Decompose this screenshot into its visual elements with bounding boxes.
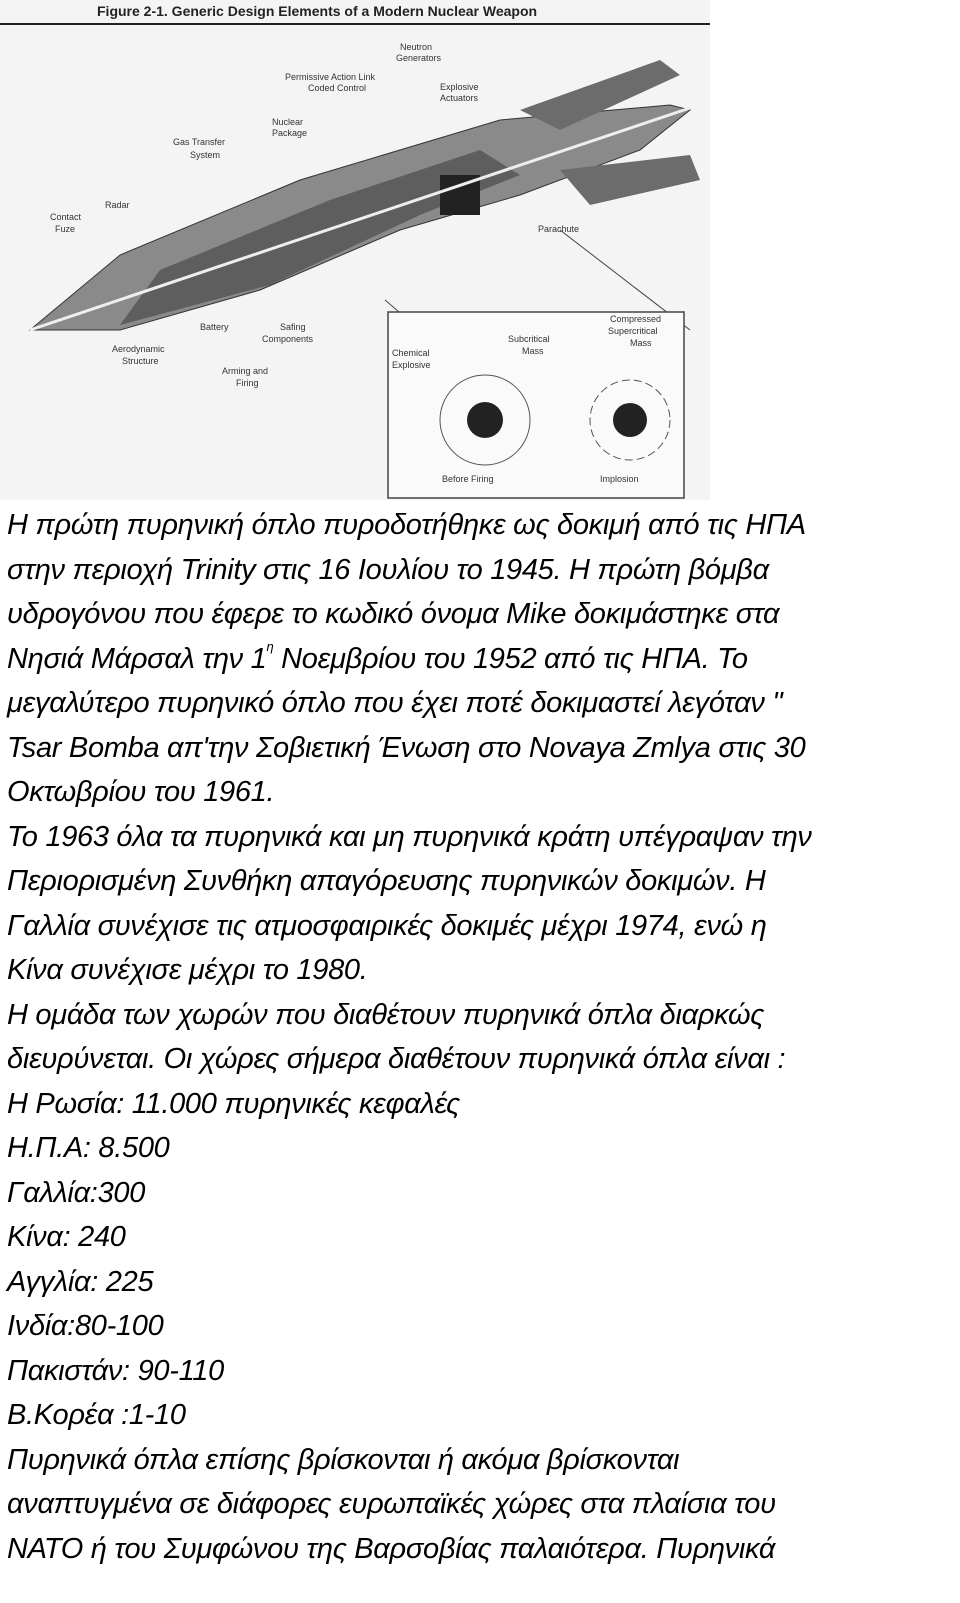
subcritical-mass [467, 402, 503, 438]
svg-text:Contact: Contact [50, 212, 82, 222]
text-segment: Νησιά Μάρσαλ την 1 [7, 642, 267, 675]
svg-text:Chemical: Chemical [392, 348, 430, 358]
svg-text:Subcritical: Subcritical [508, 334, 550, 344]
svg-text:Coded Control: Coded Control [308, 83, 367, 93]
text-segment: Νοεμβρίου του 1952 από τις ΗΠΑ. Το [273, 642, 748, 675]
text-line: Η ομάδα των χωρών που διαθέτουν πυρηνικά όπλα διαρκώς [7, 998, 765, 1031]
svg-text:Safing: Safing [280, 322, 306, 332]
svg-text:Firing: Firing [236, 378, 259, 388]
country-warheads: Β.Κορέα :1-10 [7, 1399, 186, 1431]
country-warheads: Πακιστάν: 90-110 [7, 1354, 224, 1387]
text-line: υδρογόνου που έφερε το κωδικό όνομα Mike δοκιμάστηκε στα [7, 598, 780, 630]
svg-text:Explosive: Explosive [440, 82, 479, 92]
text-line: στην περιοχή Trinity στις 16 Ιουλίου το 1945. Η πρώτη βόμβα [7, 553, 769, 586]
svg-text:Nuclear: Nuclear [272, 117, 304, 127]
text-line: Γαλλία συνέχισε τις ατμοσφαιρικές δοκιμές μέχρι 1974, ενώ η [7, 909, 767, 942]
svg-text:Battery: Battery [200, 322, 229, 332]
svg-text:Before Firing: Before Firing [442, 474, 494, 484]
country-warheads: Κίνα: 240 [7, 1221, 126, 1253]
supercritical-mass [613, 403, 647, 437]
country-warheads: Η Ρωσία: 11.000 πυρηνικές κεφαλές [7, 1087, 460, 1120]
svg-text:Fuze: Fuze [55, 224, 76, 234]
text-line: διευρύνεται. Οι χώρες σήμερα διαθέτουν πυρηνικά όπλα είναι : [7, 1043, 786, 1075]
svg-text:Actuators: Actuators [440, 93, 479, 103]
svg-text:Mass: Mass [522, 346, 544, 356]
country-warheads: Η.Π.Α: 8.500 [7, 1132, 170, 1164]
casing-highlight [30, 108, 690, 330]
svg-text:Explosive: Explosive [392, 360, 431, 370]
svg-text:Radar: Radar [105, 200, 130, 210]
svg-text:Gas Transfer: Gas Transfer [173, 137, 226, 147]
svg-text:Permissive Action Link: Permissive Action Link [285, 72, 376, 82]
country-warheads: Ινδία:80-100 [7, 1310, 164, 1342]
svg-text:Compressed: Compressed [610, 314, 662, 324]
figure-title: Figure 2-1. Generic Design Elements of a Modern Nuclear Weapon [97, 3, 538, 19]
superscript: η [266, 638, 274, 654]
svg-text:Arming and: Arming and [222, 366, 269, 376]
svg-text:Implosion: Implosion [600, 474, 639, 484]
svg-text:Aerodynamic: Aerodynamic [112, 344, 165, 354]
text-line [7, 637, 957, 682]
text-line: Πυρηνικά όπλα επίσης βρίσκονται ή ακόμα βρίσκονται [7, 1443, 680, 1476]
svg-text:Neutron: Neutron [400, 42, 433, 52]
svg-text:Components: Components [262, 334, 314, 344]
nuclear-weapon-diagram [0, 0, 710, 500]
body-text [7, 503, 957, 1571]
text-line: αναπτυγμένα σε διάφορες ευρωπαϊκές χώρες στα πλαίσια του [7, 1488, 776, 1520]
text-line: Το 1963 όλα τα πυρηνικά και μη πυρηνικά κράτη υπέγραψαν την [7, 820, 812, 853]
text-line: Tsar Bomba απ'την Σοβιετική Ένωση στο Novaya Zmlya στις 30 [7, 731, 806, 764]
text-line: μεγαλύτερο πυρηνικό όπλο που έχει ποτέ δοκιμαστεί λεγόταν " [7, 687, 783, 719]
svg-text:Supercritical: Supercritical [608, 326, 658, 336]
svg-text:Mass: Mass [630, 338, 652, 348]
svg-text:Generators: Generators [396, 53, 442, 63]
svg-text:Package: Package [272, 128, 308, 138]
country-warheads: Αγγλία: 225 [7, 1265, 154, 1298]
text-line: Κίνα συνέχισε μέχρι το 1980. [7, 954, 368, 986]
text-line: Η πρώτη πυρηνική όπλο πυροδοτήθηκε ως δοκιμή από τις ΗΠΑ [7, 509, 806, 541]
svg-text:Parachute: Parachute [538, 224, 580, 234]
svg-text:System: System [190, 150, 221, 160]
svg-text:Structure: Structure [122, 356, 159, 366]
text-line: ΝΑΤΟ ή του Συμφώνου της Βαρσοβίας παλαιότερα. Πυρηνικά [7, 1532, 776, 1565]
text-line: Οκτωβρίου του 1961. [7, 776, 275, 808]
text-line: Περιορισμένη Συνθήκη απαγόρευσης πυρηνικών δοκιμών. Η [7, 865, 766, 897]
country-warheads: Γαλλία:300 [7, 1176, 146, 1209]
